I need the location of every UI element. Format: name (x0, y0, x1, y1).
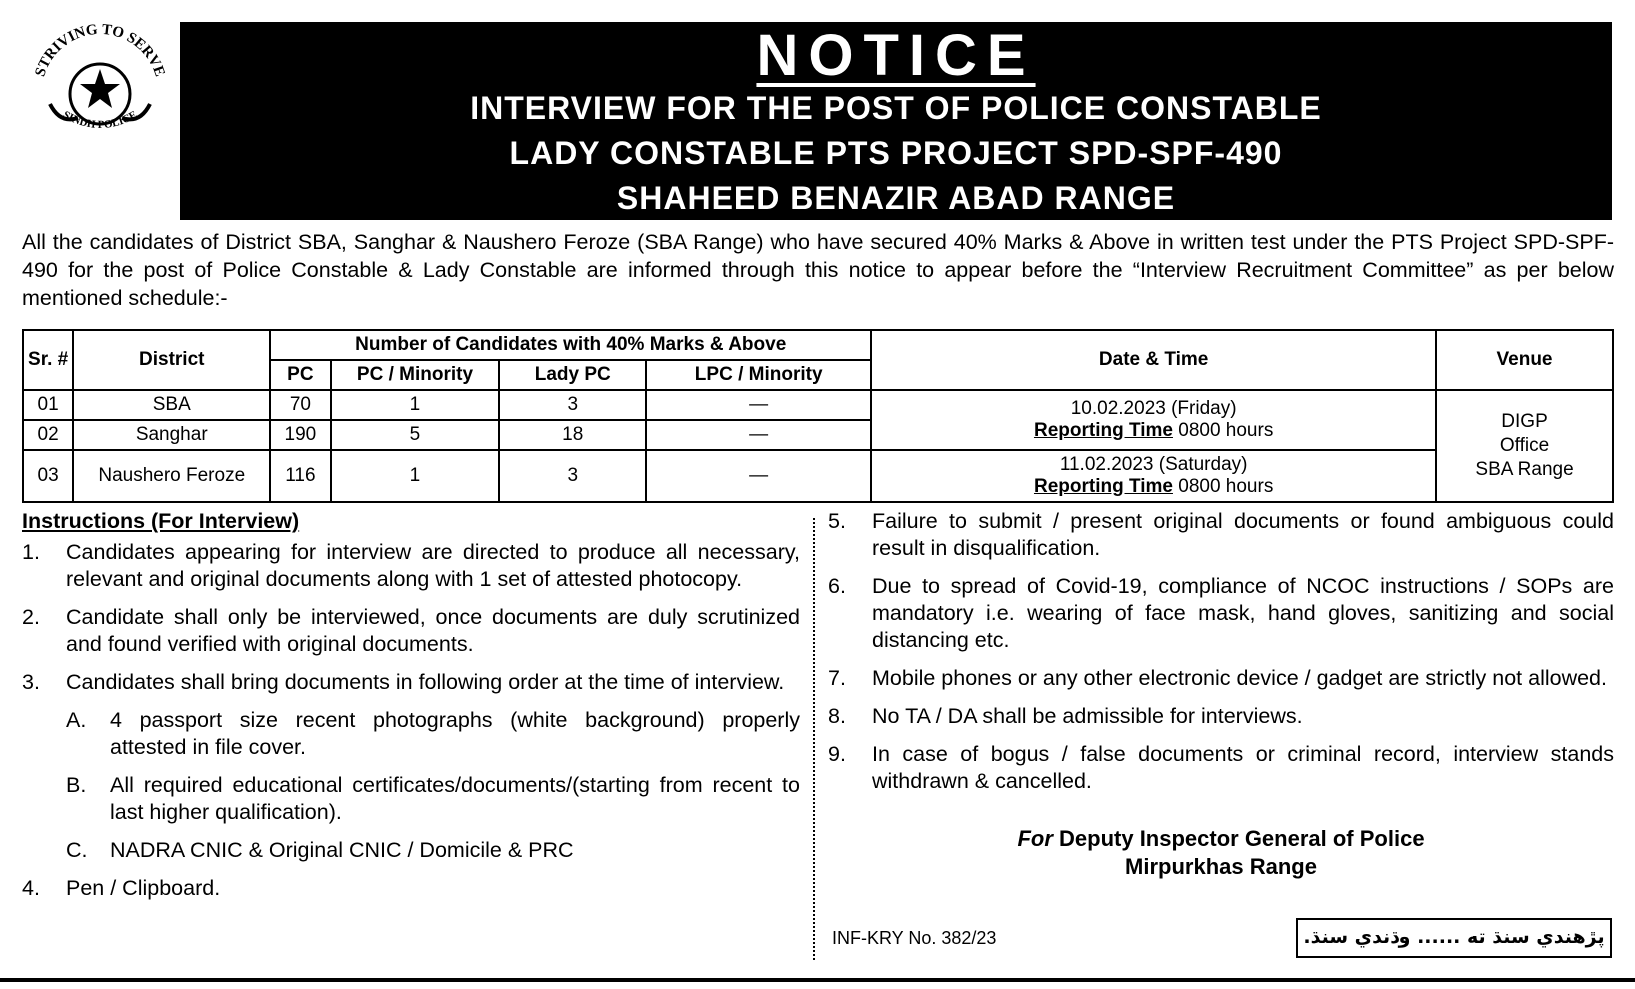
cell-datetime-1 (871, 390, 1436, 450)
cell-lady-pc: 18 (499, 420, 646, 450)
logo-name: SINDH POLICE (60, 108, 140, 132)
cell-pc: 190 (270, 420, 330, 450)
cell-pc: 116 (270, 450, 330, 502)
reference-number: INF-KRY No. 382/23 (832, 928, 997, 948)
cell-datetime-2 (871, 450, 1436, 502)
cell-venue (1436, 390, 1613, 502)
cell-lpc-minority: — (646, 390, 871, 420)
subitem-letter: B. (66, 773, 87, 797)
date-2: 11.02.2023 (Saturday) (1059, 454, 1248, 475)
subitem-letter: A. (66, 708, 87, 732)
instruction-item (22, 875, 800, 902)
logo-motto: STRIVING TO SERVE (32, 21, 168, 79)
header-sr: Sr. # (23, 330, 73, 390)
instruction-item (828, 573, 1614, 654)
subitem-letter: C. (66, 838, 88, 862)
cell-lpc-minority: — (646, 450, 871, 502)
item-text: Candidate shall only be interviewed, once documents are duly scrutinized and found verified with original documents. (66, 605, 800, 656)
instruction-subitem (22, 837, 800, 864)
cell-pc-minority: 1 (331, 450, 500, 502)
subitem-text: NADRA CNIC & Original CNIC / Domicile & PRC (110, 838, 574, 862)
item-number: 3. (22, 670, 40, 694)
banner-line-3: SHAHEED BENAZIR ABAD RANGE (616, 180, 1176, 216)
instruction-item (828, 665, 1614, 692)
cell-lady-pc: 3 (499, 390, 646, 420)
instruction-item (828, 703, 1614, 730)
sindhi-slogan: پڙهندي سنڌ ته ...... وڌندي سنڌ. (1296, 918, 1612, 958)
instruction-item (828, 741, 1614, 795)
header-venue: Venue (1436, 330, 1613, 390)
subitem-text: 4 passport size recent photographs (white background) properly attested in file cover. (110, 708, 800, 759)
item-text: In case of bogus / false documents or criminal record, interview stands withdrawn & cancelled. (872, 742, 1614, 793)
instruction-item (22, 669, 800, 696)
venue-line-3: SBA Range (1475, 459, 1574, 480)
venue-line-1: DIGP (1501, 411, 1548, 432)
signature-for: For (1017, 826, 1053, 851)
column-divider (813, 518, 815, 960)
item-number: 2. (22, 605, 40, 629)
cell-lpc-minority: — (646, 420, 871, 450)
table-row (23, 450, 1613, 502)
item-text: Mobile phones or any other electronic device / gadget are strictly not allowed. (872, 666, 1607, 690)
item-text: Due to spread of Covid-19, compliance of NCOC instructions / SOPs are mandatory i.e. wearing of face mask, hand gloves, sanitizing and social distancing etc. (872, 574, 1614, 652)
header-lpc-minority: LPC / Minority (646, 360, 871, 390)
header-pc-minority: PC / Minority (331, 360, 500, 390)
item-number: 6. (828, 574, 846, 598)
item-number: 7. (828, 666, 846, 690)
header-group: Number of Candidates with 40% Marks & Above (270, 330, 871, 360)
date-1: 10.02.2023 (Friday) (1070, 398, 1237, 419)
banner-line-2: LADY CONSTABLE PTS PROJECT SPD-SPF-490 (509, 135, 1283, 171)
banner-line-1: INTERVIEW FOR THE POST OF POLICE CONSTABLE (470, 90, 1322, 126)
sindh-police-logo (20, 14, 180, 144)
cell-pc: 70 (270, 390, 330, 420)
item-text: Candidates shall bring documents in following order at the time of interview. (66, 670, 785, 694)
cell-sr: 03 (23, 450, 73, 502)
reporting-time-1: 0800 hours (1178, 420, 1274, 441)
instructions-left (22, 508, 800, 913)
svg-text:SINDH POLICE (61, 109, 139, 131)
item-text: Failure to submit / present original documents or found ambiguous could result in disqualification. (872, 509, 1614, 560)
intro-paragraph: All the candidates of District SBA, Sanghar & Naushero Feroze (SBA Range) who have secured 40% Marks & Above in written test under the PTS Project SPD-SPF-490 for the post of Police Constable & Lady Constable are informed through this notice to appear before the “Interview Recruitment Committee” as per below mentioned schedule:- (22, 230, 1614, 310)
header-lady-pc: Lady PC (499, 360, 646, 390)
signature-block (828, 825, 1614, 881)
item-number: 5. (828, 509, 846, 533)
notice-banner (180, 22, 1612, 220)
cell-pc-minority: 1 (331, 390, 500, 420)
cell-sr: 01 (23, 390, 73, 420)
item-number: 4. (22, 876, 40, 900)
notice-title: NOTICE (756, 23, 1036, 88)
cell-sr: 02 (23, 420, 73, 450)
item-text: No TA / DA shall be admissible for interviews. (872, 704, 1303, 728)
item-number: 1. (22, 540, 40, 564)
instructions-heading: Instructions (For Interview) (22, 509, 300, 533)
item-text: Candidates appearing for interview are directed to produce all necessary, relevant and original documents along with 1 set of attested photocopy. (66, 540, 800, 591)
instruction-item (828, 508, 1614, 562)
cell-district: SBA (73, 390, 270, 420)
header-pc: PC (270, 360, 330, 390)
reporting-time-2: 0800 hours (1178, 476, 1274, 497)
venue-line-2: Office (1499, 435, 1550, 456)
schedule-table (22, 329, 1614, 503)
item-text: Pen / Clipboard. (66, 876, 221, 900)
item-number: 9. (828, 742, 846, 766)
cell-lady-pc: 3 (499, 450, 646, 502)
instruction-item (22, 604, 800, 658)
signature-title: Deputy Inspector General of Police (1059, 826, 1425, 851)
instruction-item (22, 539, 800, 593)
cell-district: Naushero Feroze (73, 450, 270, 502)
signature-range: Mirpurkhas Range (1125, 854, 1317, 879)
instructions-right (828, 508, 1614, 881)
cell-pc-minority: 5 (331, 420, 500, 450)
item-number: 8. (828, 704, 846, 728)
reporting-label-1: Reporting Time (1033, 420, 1173, 441)
instruction-subitem (22, 707, 800, 761)
cell-district: Sanghar (73, 420, 270, 450)
reporting-label-2: Reporting Time (1033, 476, 1173, 497)
subitem-text: All required educational certificates/documents/(starting from recent to last higher qualification). (110, 773, 800, 824)
table-row (23, 390, 1613, 420)
header-datetime: Date & Time (871, 330, 1436, 390)
header-district: District (73, 330, 270, 390)
instruction-subitem (22, 772, 800, 826)
bottom-rule (0, 978, 1635, 982)
